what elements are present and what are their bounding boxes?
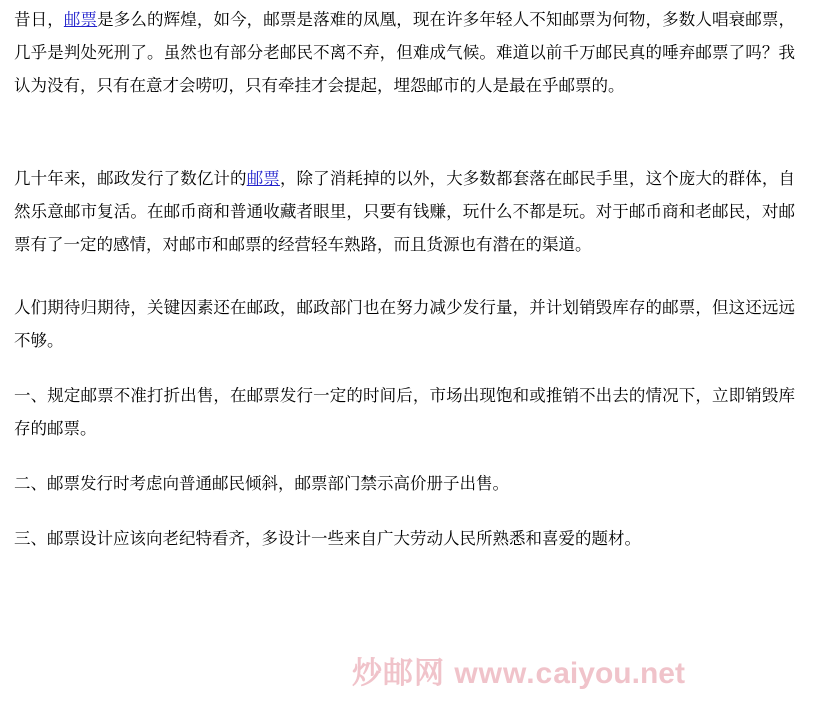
paragraph — [14, 163, 795, 262]
paragraph — [14, 380, 795, 446]
article-body — [14, 4, 795, 556]
watermark-text-part1: 炒邮网 www.c — [352, 657, 554, 690]
site-watermark — [352, 648, 685, 692]
paragraph-text: ，除了消耗掉的以外，大多数都套落在邮民手里，这个庞大的群体，自然乐意邮市复活。在邮币商和普通收藏者眼里，只要有钱赚，玩什么不都是玩。对于邮币商和老邮民，对邮票有了一定的感情，对邮市和邮票的经营轻车熟路，而且货源也有潜在的渠道。 — [14, 170, 796, 254]
paragraph-text: 人们期待归期待，关键因素还在邮政，邮政部门也在努力减少发行量，并计划销毁库存的邮票，但这还远远不够。 — [14, 299, 795, 350]
paragraph-text: 三、邮票设计应该向老纪特看齐，多设计一些来自广大劳动人民所熟悉和喜爱的题材。 — [14, 530, 641, 548]
paragraph-text: 一、规定邮票不准打折出售，在邮票发行一定的时间后，市场出现饱和或推销不出去的情况下，立即销毁库存的邮票。 — [14, 387, 795, 438]
paragraph-text: 几十年来，邮政发行了数亿计的 — [14, 170, 247, 188]
watermark-text-part2: aiyou.net — [553, 657, 685, 690]
paragraph-text: 二、邮票发行时考虑向普通邮民倾斜，邮票部门禁示高价册子出售。 — [14, 475, 509, 493]
inline-link[interactable]: 邮票 — [246, 170, 280, 188]
paragraph — [14, 292, 795, 358]
paragraph — [14, 468, 795, 501]
paragraph-text: 昔日， — [14, 11, 64, 29]
paragraph — [14, 4, 795, 103]
inline-link[interactable]: 邮票 — [63, 11, 98, 29]
paragraph — [14, 523, 795, 556]
paragraph-text: 是多么的辉煌，如今，邮票是落难的凤凰，现在许多年轻人不知邮票为何物，多数人唱衰邮票，几乎是判处死刑了。虽然也有部分老邮民不离不弃，但难成气候。难道以前千万邮民真的唾弃邮票了吗？我认为没有，只有在意才会唠叨，只有牵挂才会提起，埋怨邮市的人是最在乎邮票的。 — [14, 11, 796, 95]
